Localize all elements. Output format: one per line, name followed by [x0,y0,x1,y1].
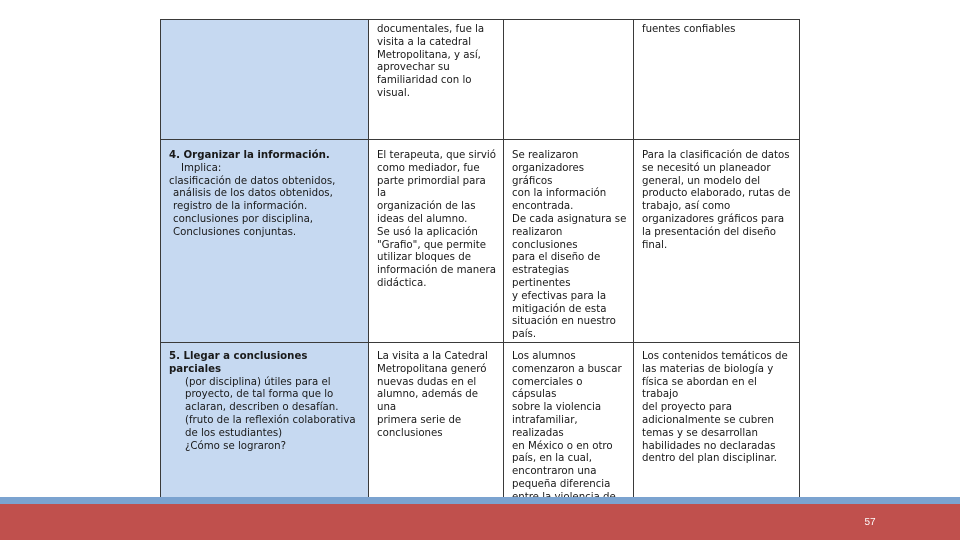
page-number: 57 [864,517,876,528]
step-line: Implica: [181,162,222,174]
step-line: proyecto, de tal forma que lo [185,389,334,401]
table-cell: fuentes confiables [634,20,800,140]
step-line: clasificación de datos obtenidos, [169,175,336,187]
table-cell: documentales, fue la visita a la catedral Metropolitana, y así, aprovechar su familiaridad con lo visual. [369,20,504,140]
footer-accent-bar [0,497,960,504]
step-line: conclusiones por disciplina, [173,213,314,225]
step-cell-4 [161,140,369,343]
table-row [161,140,800,343]
step-line: de los estudiantes) [185,427,283,439]
project-steps-table [160,19,800,506]
table-cell: La visita a la Catedral Metropolitana generó nuevas dudas en el alumno, además de una primera serie de conclusiones [369,342,504,505]
table-cell: Se realizaron organizadores gráficos con la información encontrada. De cada asignatura se realizaron conclusiones para el diseño de estrategias pertinentes y efectivas para la mitigación de esta situación en nuestro país. [504,140,634,343]
step-line: ¿Cómo se lograron? [185,440,286,452]
table-cell: Para la clasificación de datos se necesitó un planeador general, un modelo del producto elaborado, rutas de trabajo, así como organizadores gráficos para la presentación del diseño final. [634,140,800,343]
table-row [161,20,800,140]
step-cell-continued [161,20,369,140]
table-cell [504,20,634,140]
footer-bar [0,504,960,540]
step-line: análisis de los datos obtenidos, [173,188,333,200]
table-cell: El terapeuta, que sirvió como mediador, fue parte primordial para la organización de las ideas del alumno. Se usó la aplicación "Grafio", que permite utilizar bloques de información de manera didáctica. [369,140,504,343]
step-line: registro de la información. [173,201,308,213]
table-cell: Los contenidos temáticos de las materias de biología y física se abordan en el trabajo del proyecto para adicionalmente se cubren temas y se desarrollan habilidades no declaradas dentro del plan disciplinar. [634,342,800,505]
step-line: aclaran, describen o desafían. [185,402,339,414]
step-title: 5. Llegar a conclusiones parciales [169,350,308,375]
step-line: (fruto de la reflexión colaborativa [185,414,356,426]
step-cell-5 [161,342,369,505]
step-title: 4. Organizar la información. [169,150,330,161]
table-row [161,342,800,505]
step-line: Conclusiones conjuntas. [173,226,297,238]
step-line: (por disciplina) útiles para el [185,376,331,388]
table-cell: Los alumnos comenzaron a buscar comerciales o cápsulas sobre la violencia intrafamiliar, realizadas en México o en otro país, en la cual, encontraron una pequeña diferencia [504,342,634,505]
